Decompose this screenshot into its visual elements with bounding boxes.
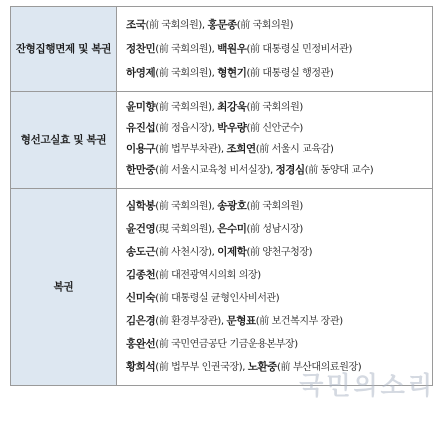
- category-label: 잔형집행면제 및 복권: [15, 42, 112, 55]
- person-title: (前 서울시 교육감): [255, 144, 334, 155]
- person-title: (前 대통령실 균형인사비서관): [155, 293, 280, 304]
- person-title: (前 국회의원): [155, 44, 212, 55]
- name-line: 윤건영(現 국회의원), 은수미(前 성남시장): [126, 223, 303, 235]
- person-name: 홍문종: [207, 19, 237, 31]
- person-name: 이제학: [217, 246, 247, 258]
- person-name: 윤건영: [126, 223, 156, 235]
- person-title: (前 대통령실 행정관): [246, 68, 334, 79]
- person-title: (前 국회의원): [246, 201, 303, 212]
- table-row-sentence-invalidation: [11, 92, 433, 189]
- name-line: 심학봉(前 국회의원), 송광호(前 국회의원): [126, 200, 303, 212]
- name-line: [126, 287, 432, 310]
- name-line: 유진섭(前 정읍시장), 박우량(前 신안군수): [126, 122, 303, 134]
- person-name: 심학봉: [126, 200, 156, 212]
- name-line: 하영제(前 국회의원), 형현기(前 대통령실 행정관): [126, 67, 334, 79]
- person-title: (前 신안군수): [246, 123, 303, 134]
- name-line: 김은경(前 환경부장관), 문형표(前 보건복지부 장관): [126, 315, 343, 327]
- category-cell: [11, 7, 117, 92]
- person-name: 하영제: [126, 67, 156, 79]
- names-cell: [117, 7, 433, 92]
- person-name: 유진섭: [126, 122, 156, 134]
- person-title: (前 성남시장): [246, 224, 303, 235]
- person-name: 최강욱: [217, 101, 247, 113]
- person-title: (前 법무부 인권국장): [155, 362, 243, 373]
- person-title: (前 양천구청장): [246, 247, 313, 258]
- table-row-sentence-exemption: [11, 7, 433, 92]
- person-name: 이용구: [126, 143, 156, 155]
- person-title: (前 국민연금공단 기금운용본부장): [155, 339, 298, 350]
- person-name: 송광호: [217, 200, 247, 212]
- person-name: 김종천: [126, 269, 156, 281]
- person-name: 황희석: [126, 361, 156, 373]
- name-line: [126, 264, 432, 287]
- person-title: (前 보건복지부 장관): [255, 316, 343, 327]
- person-title: (前 환경부장관): [155, 316, 221, 327]
- pardon-list-table: [10, 6, 433, 386]
- table-row-reinstatement: [11, 189, 433, 386]
- person-name: 조희연: [226, 143, 256, 155]
- person-title: (前 사천시장): [155, 247, 212, 258]
- person-name: 송도근: [126, 246, 156, 258]
- name-line: 정찬민(前 국회의원), 백원우(前 대통령실 민정비서관): [126, 43, 352, 55]
- person-title: (前 동양대 교수): [304, 165, 374, 176]
- person-title: (前 국회의원): [155, 68, 212, 79]
- person-name: 백원우: [217, 43, 247, 55]
- person-name: 형현기: [217, 67, 247, 79]
- person-name: 박우량: [217, 122, 247, 134]
- person-title: (前 부산대의료원장): [277, 362, 362, 373]
- name-line: 송도근(前 사천시장), 이제학(前 양천구청장): [126, 246, 313, 258]
- name-line: 이용구(前 법무부차관), 조희연(前 서울시 교육감): [126, 143, 334, 155]
- person-title: (前 국회의원): [155, 201, 212, 212]
- person-title: (前 대통령실 민정비서관): [246, 44, 352, 55]
- person-name: 조국: [126, 19, 146, 31]
- person-title: (前 국회의원): [155, 102, 212, 113]
- person-name: 은수미: [217, 223, 247, 235]
- category-label: 복권: [53, 280, 74, 293]
- person-name: 윤미향: [126, 101, 156, 113]
- person-name: 김은경: [126, 315, 156, 327]
- category-cell: [11, 92, 117, 189]
- person-name: 문형표: [226, 315, 256, 327]
- person-name: 정경심: [275, 164, 305, 176]
- names-cell: [117, 189, 433, 386]
- category-cell: [11, 189, 117, 386]
- person-title: (前 대전광역시의회 의장): [155, 270, 261, 281]
- name-line: 한만중(前 서울시교육청 비서실장), 정경심(前 동양대 교수): [126, 164, 374, 176]
- publisher-watermark: 국민의소리: [299, 371, 435, 400]
- name-line: 조국(前 국회의원), 홍문종(前 국회의원): [126, 19, 294, 31]
- person-name: 노환중: [247, 361, 278, 373]
- name-line: 윤미향(前 국회의원), 최강욱(前 국회의원): [126, 101, 303, 113]
- person-title: (前 국회의원): [145, 20, 202, 31]
- person-name: 한만중: [126, 164, 156, 176]
- category-label: 형선고실효 및 복권: [20, 133, 107, 146]
- names-cell: [117, 92, 433, 189]
- person-name: 홍완선: [126, 338, 156, 350]
- person-title: (現 국회의원): [155, 224, 212, 235]
- person-name: 신미숙: [126, 292, 156, 304]
- name-line: [126, 333, 432, 356]
- person-name: 정찬민: [126, 43, 156, 55]
- person-title: (前 국회의원): [236, 20, 294, 31]
- name-line: 황희석(前 법무부 인권국장), 노환중(前 부산대의료원장): [126, 361, 362, 373]
- person-title: (前 국회의원): [246, 102, 303, 113]
- person-title: (前 법무부차관): [155, 144, 221, 155]
- person-title: (前 정읍시장): [155, 123, 212, 134]
- person-title: (前 서울시교육청 비서실장): [155, 165, 270, 176]
